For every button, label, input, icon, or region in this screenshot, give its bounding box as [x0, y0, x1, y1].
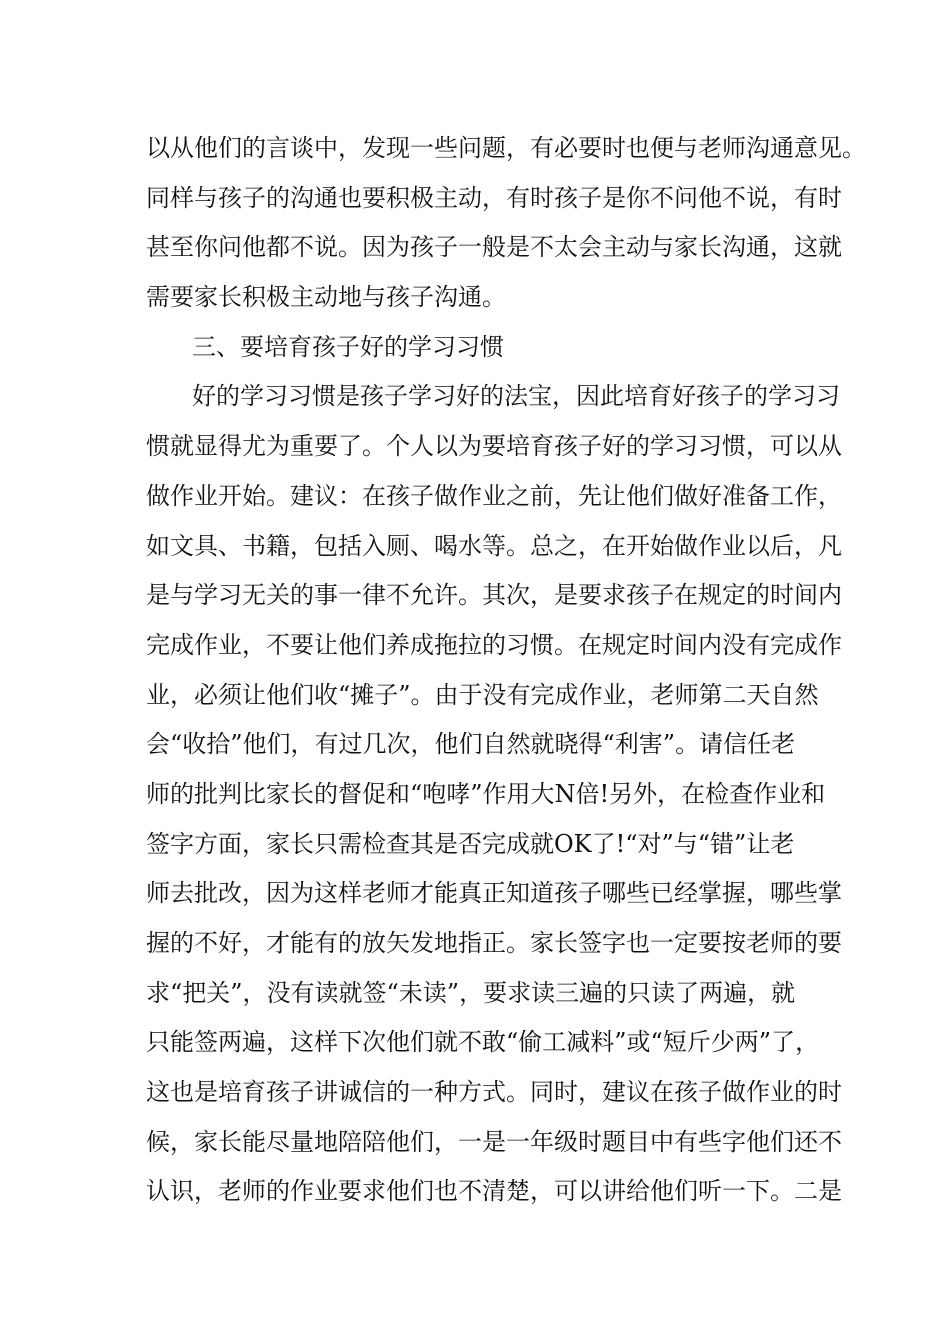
text-line: 签字方面，家长只需检查其是否完成就OK了!“对”与“错”让老: [146, 829, 795, 858]
text-line: 候，家长能尽量地陪陪他们，一是一年级时题目中有些字他们还不: [146, 1127, 842, 1156]
text-line: 完成作业，不要让他们养成拖拉的习惯。在规定时间内没有完成作: [146, 630, 842, 659]
text-line: 做作业开始。建议：在孩子做作业之前，先让他们做好准备工作，: [146, 481, 842, 510]
text-line: 好的学习习惯是孩子学习好的法宝，因此培育好孩子的学习习: [192, 382, 840, 411]
text-line: 认识，老师的作业要求他们也不清楚，可以讲给他们听一下。二是: [146, 1177, 842, 1206]
text-line: 师的批判比家长的督促和“咆哮”作用大N倍!另外，在检查作业和: [146, 779, 826, 808]
text-line: 会“收拾”他们，有过几次，他们自然就晓得“利害”。请信任老: [146, 730, 796, 759]
text-line: 以从他们的言谈中，发现一些问题，有必要时也便与老师沟通意见。: [146, 134, 866, 162]
text-line: 只能签两遍，这样下次他们就不敢“偷工减料”或“短斤少两”了，: [146, 1028, 820, 1057]
text-line: 握的不好，才能有的放矢发地指正。家长签字也一定要按老师的要: [146, 929, 842, 957]
body-text: [146, 124, 866, 1217]
text-line: 如文具、书籍，包括入厕、喝水等。总之，在开始做作业以后，凡: [146, 531, 842, 560]
text-line: 业，必须让他们收“摊子”。由于没有完成作业，老师第二天自然: [146, 680, 819, 709]
text-line: 惯就显得尤为重要了。个人以为要培育孩子好的学习习惯，可以从: [146, 432, 842, 461]
text-line: 这也是培育孩子讲诚信的一种方式。同时，建议在孩子做作业的时: [146, 1078, 842, 1107]
section-heading: 三、要培育孩子好的学习习惯: [192, 332, 504, 361]
text-line: 甚至你问他都不说。因为孩子一般是不太会主动与家长沟通，这就: [146, 233, 842, 262]
text-line: 同样与孩子的沟通也要积极主动，有时孩子是你不问他不说，有时: [146, 183, 842, 212]
text-line: 求“把关”，没有读就签“未读”，要求读三遍的只读了两遍，就: [146, 978, 796, 1007]
text-line: 是与学习无关的事一律不允许。其次，是要求孩子在规定的时间内: [146, 581, 842, 610]
text-line: 需要家长积极主动地与孩子沟通。: [146, 283, 506, 312]
text-line: 师去批改，因为这样老师才能真正知道孩子哪些已经掌握，哪些掌: [146, 879, 842, 908]
